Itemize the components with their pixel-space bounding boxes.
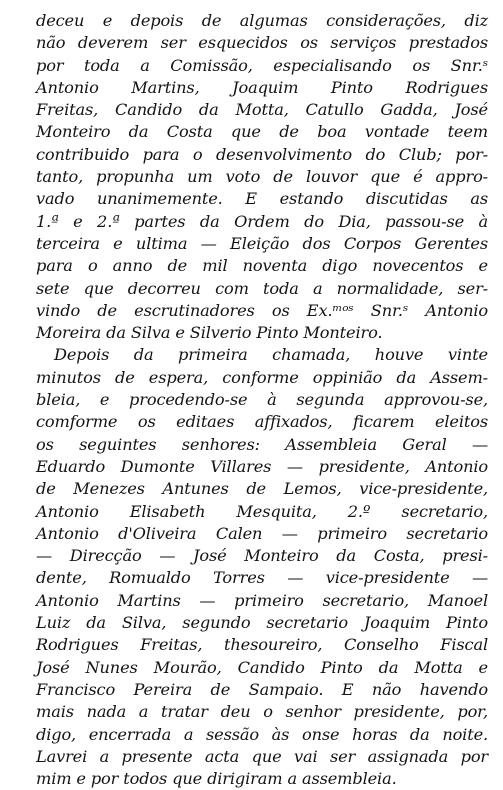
- text-line: Moreira da Silva e Silverio Pinto Monteiro.: [36, 323, 383, 343]
- text-line: digo, encerrada a sessão às onse horas da noite.: [36, 724, 488, 744]
- text-line: dente, Romualdo Torres — vice-presidente —: [36, 568, 488, 588]
- text-line: Antonio d'Oliveira Calen — primeiro secretario: [36, 523, 488, 543]
- document-page: [36, 10, 488, 790]
- text-line: terceira e ultima — Eleição dos Corpos Gerentes: [36, 233, 488, 253]
- text-line: 1.ª e 2.ª partes da Ordem do Dia, passou-se à: [36, 211, 488, 231]
- text-line: Luiz da Silva, segundo secretario Joaquim Pinto: [36, 613, 488, 633]
- text-line: mais nada a tratar deu o senhor presidente, por,: [36, 702, 488, 722]
- text-line: Monteiro da Costa que de boa vontade teem: [36, 122, 488, 142]
- text-line: Antonio Elisabeth Mesquita, 2.º secretario,: [36, 501, 488, 521]
- text-line: contribuido para o desenvolvimento do Club; por-: [36, 144, 488, 164]
- text-line: Eduardo Dumonte Villares — presidente, Antonio: [36, 456, 488, 476]
- text-line: Lavrei a presente acta que vai ser assignada por: [36, 746, 488, 766]
- text-line: tanto, propunha um voto de louvor que é appro-: [36, 167, 488, 187]
- text-line: bleia, e procedendo-se à segunda approvou-se,: [36, 390, 488, 410]
- text-line: Antonio Martins — primeiro secretario, Manoel: [36, 590, 488, 610]
- text-line: deceu e depois de algumas considerações, diz: [36, 11, 488, 30]
- text-line: mim e por todos que dirigiram a assembleia.: [36, 769, 397, 789]
- text-line: vado unanimemente. E estando discutidas as: [36, 189, 488, 209]
- text-line: Depois da primeira chamada, houve vinte: [54, 345, 488, 365]
- text-line: de Menezes Antunes de Lemos, vice-presidente,: [36, 479, 488, 499]
- text-line: não deverem ser esquecidos os serviços prestados: [36, 33, 488, 53]
- text-line: Antonio Martins, Joaquim Pinto Rodrigues: [36, 77, 488, 97]
- text-line: Freitas, Candido da Motta, Catullo Gadda, José: [36, 100, 488, 120]
- text-line: os seguintes senhores: Assembleia Geral —: [36, 434, 488, 454]
- text-line: Francisco Pereira de Sampaio. E não havendo: [36, 679, 488, 699]
- text-line: para o anno de mil noventa digo novecentos e: [36, 256, 488, 276]
- text-line: vindo de escrutinadores os Ex.ᵐᵒˢ Snr.ˢ Antonio: [36, 300, 488, 320]
- text-line: por toda a Comissão, especialisando os Snr.ˢ: [36, 55, 488, 75]
- text-line: Rodrigues Freitas, thesoureiro, Conselho Fiscal: [36, 635, 488, 655]
- text-line: comforme os editaes affixados, ficarem eleitos: [36, 412, 488, 432]
- text-line: minutos de espera, conforme oppinião da Assem-: [36, 367, 488, 387]
- text-line: José Nunes Mourão, Candido Pinto da Motta e: [36, 657, 488, 677]
- minutes-text-body: [36, 10, 488, 790]
- text-line: — Direcção — José Monteiro da Costa, presi-: [36, 546, 488, 566]
- text-line: sete que decorreu com toda a normalidade, ser-: [36, 278, 488, 298]
